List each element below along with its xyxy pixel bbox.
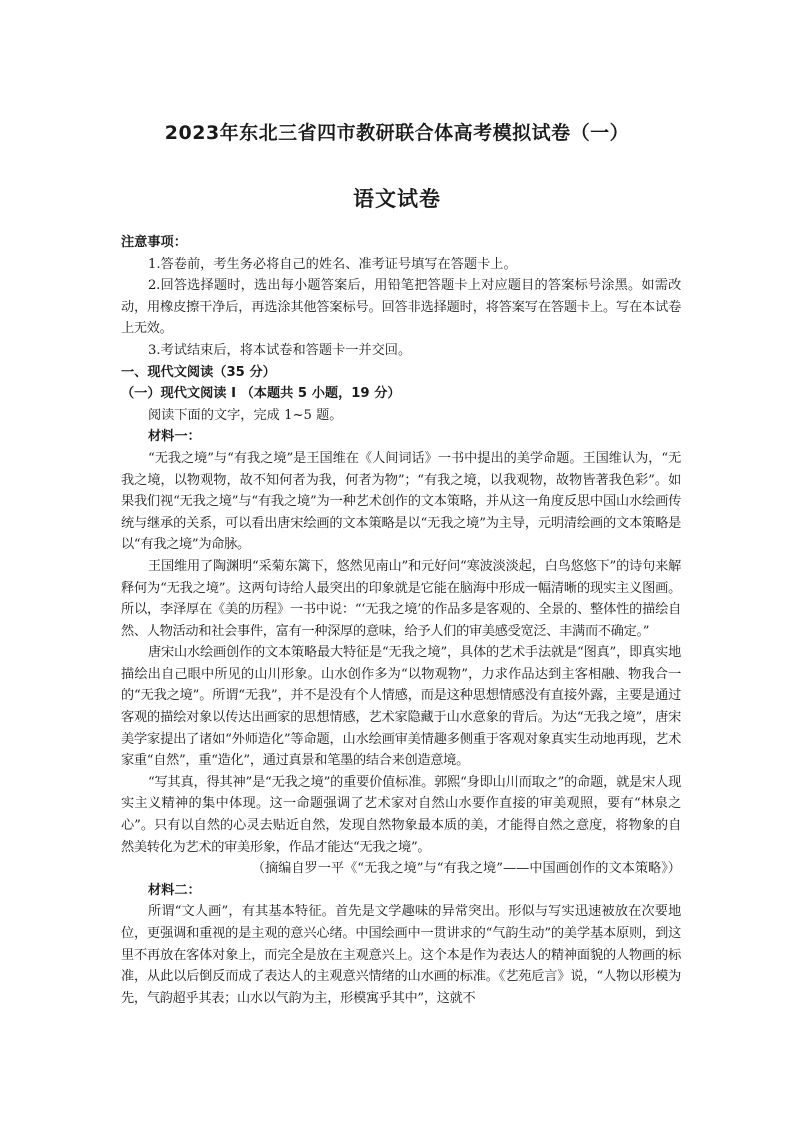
material-1-paragraph-4: “写其真，得其神”是“无我之境”的重要价值标准。郭熙“身即山川而取之”的命题，就是宋人现实主义精神的集中体现。这一命题强调了艺术家对自然山水要作直接的审美观照，要有“林泉之心”。只有以自然的心灵去贴近自然，发现自然物象最本质的美，才能得自然之意度，将物象的自然美转化为艺术的审美形象，作品才能达“无我之境”。 xyxy=(121,774,681,855)
notice-item-2: 2.回答选择题时，选出每小题答案后，用铅笔把答题卡上对应题目的答案标号涂黑。如需改动，用橡皮擦干净后，再选涂其他答案标号。回答非选择题时，将答案写在答题卡上。写在本试卷上无效。 xyxy=(121,278,681,337)
exam-title: 2023年东北三省四市教研联合体高考模拟试卷（一） xyxy=(164,122,630,144)
exam-subtitle: 语文试卷 xyxy=(353,187,441,211)
exam-body xyxy=(121,232,681,1009)
material-1-heading: 材料一： xyxy=(148,429,201,445)
material-1-paragraph-1: “无我之境”与“有我之境”是王国维在《人间词话》一书中提出的美学命题。王国维认为，“无我之境，以物观物，故不知何者为我，何者为物”；“有我之境，以我观物，故物皆著我色彩”。如果我们视“无我之境”与“有我之境”为一种艺术创作的文本策略，并从这一角度反思中国山水绘画传统与继承的关系，可以看出唐宋绘画的文本策略是以“无我之境”为主导，元明清绘画的文本策略是以“有我之境”为命脉。 xyxy=(121,450,681,553)
material-1-paragraph-2: 王国维用了陶渊明“采菊东篱下，悠然见南山”和元好问“寒波淡淡起，白鸟悠悠下”的诗句来解释何为“无我之境”。这两句诗给人最突出的印象就是它能在脑海中形成一幅清晰的现实主义图画。所以，李泽厚在《美的历程》一书中说：“‘无我之境’的作品多是客观的、全景的、整体性的描绘自然、人物活动和社会事件，富有一种深厚的意味，给予人们的审美感受宽泛、丰满而不确定。” xyxy=(121,558,681,639)
material-1-source: （摘编自罗一平《“无我之境”与“有我之境”——中国画创作的文本策略》） xyxy=(251,861,681,877)
material-1-paragraph-3: 唐宋山水绘画创作的文本策略最大特征是“无我之境”，具体的艺术手法就是“图真”，即真实地描绘出自己眼中所见的山川形象。山水创作多为“以物观物”，力求作品达到主客相融、物我合一的“无我之境”。所谓“无我”，并不是没有个人情感，而是这种思想情感没有直接外露，主要是通过客观的描绘对象以传达出画家的思想情感，艺术家隐藏于山水意象的背后。为达“无我之境”，唐宋美学家提出了诸如“外师造化”等命题，山水绘画审美情趣多侧重于客观对象真实生动地再现，艺术家重“自然”，重“造化”，通过真景和笔墨的结合来创造意境。 xyxy=(121,645,681,769)
material-2-paragraph-1: 所谓“文人画”，有其基本特征。首先是文学趣味的异常突出。形似与写实迅速被放在次要地位，更强调和重视的是主观的意兴心绪。中国绘画中一贯讲求的“气韵生动”的美学基本原则，到这里不再放在客体对象上，而完全是放在主观意兴上。这个本是作为表达人的精神面貌的人物画的标准，从此以后倒反而成了表达人的主观意兴情绪的山水画的标准。《艺苑卮言》说，“人物以形模为先，气韵超乎其表；山水以气韵为主，形模寓乎其中”，这就不 xyxy=(121,904,681,1006)
notice-item-1: 1.答卷前，考生务必将自己的姓名、准考证号填写在答题卡上。 xyxy=(148,256,517,272)
notice-item-3: 3.考试结束后，将本试卷和答题卡一并交回。 xyxy=(148,342,412,358)
reading-instruction: 阅读下面的文字，完成 1~5 题。 xyxy=(148,407,343,423)
section-heading: 一、现代文阅读（35 分） xyxy=(121,364,276,380)
notice-heading: 注意事项： xyxy=(121,235,187,250)
material-2-heading: 材料二： xyxy=(148,882,201,898)
subsection-heading: （一）现代文阅读 I （本题共 5 小题，19 分） xyxy=(121,386,401,402)
